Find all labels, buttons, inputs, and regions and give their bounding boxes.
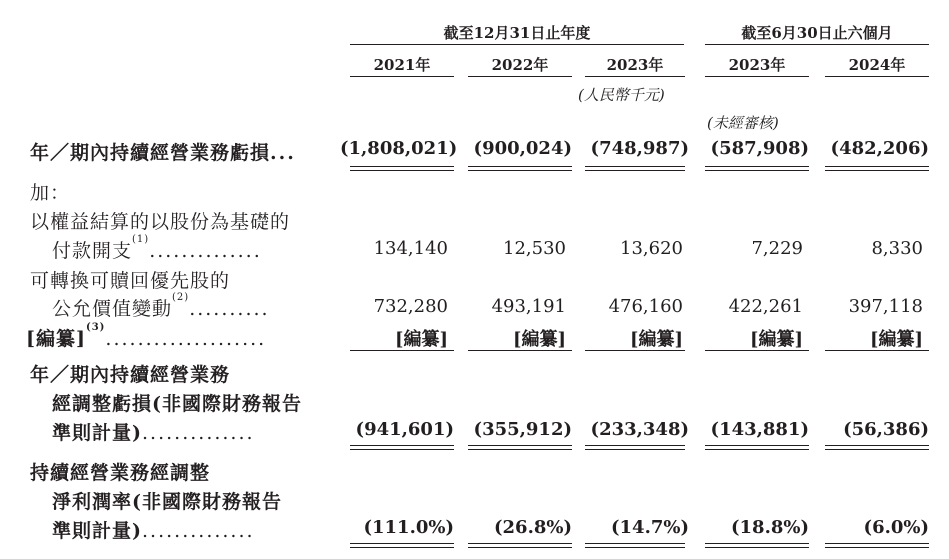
rule (350, 350, 454, 351)
double-rule (350, 170, 454, 171)
row-label-adj-margin-line1: 持續經營業務經調整 (30, 462, 211, 484)
double-rule (468, 449, 572, 450)
cell: 134,140 (373, 238, 448, 259)
cell: 12,530 (503, 238, 566, 259)
double-rule (350, 547, 454, 548)
row-label-adj-loss-line2: 經調整虧損(非國際財務報告 (52, 393, 302, 415)
year-2021: 2021年 (373, 56, 431, 74)
double-rule (705, 547, 809, 548)
cell: (26.8%) (494, 517, 572, 538)
row-label-sbc-line1: 以權益結算的以股份為基礎的 (30, 211, 291, 233)
rule (825, 76, 929, 77)
double-rule (468, 166, 572, 167)
double-rule (585, 170, 685, 171)
double-rule (705, 543, 809, 544)
double-rule (825, 445, 929, 446)
double-rule (350, 166, 454, 167)
cell: 476,160 (608, 296, 683, 317)
double-rule (705, 170, 809, 171)
cell: [編纂] (869, 329, 923, 350)
rule (585, 350, 685, 351)
cell: [編纂] (512, 329, 566, 350)
cell: (6.0%) (863, 517, 929, 538)
cell: [編纂] (749, 329, 803, 350)
double-rule (825, 170, 929, 171)
double-rule (350, 445, 454, 446)
double-rule (825, 166, 929, 167)
cell: (941,601) (355, 419, 454, 440)
unaudited-note: (未經審核) (707, 114, 779, 132)
row-label-fv-line2: 公允價值變動$^{(2)}$.......... (52, 292, 270, 320)
double-rule (468, 445, 572, 446)
header-full-year: 截至12月31日止年度 (443, 24, 591, 42)
header-six-months: 截至6月30日止六個月 (741, 24, 893, 42)
rule (468, 350, 572, 351)
row-label-adj-margin-line2: 淨利潤率(非國際財務報告 (52, 491, 282, 513)
cell: (111.0%) (363, 517, 454, 538)
double-rule (585, 449, 685, 450)
double-rule (825, 449, 929, 450)
cell: (233,348) (590, 419, 689, 440)
currency-note: (人民幣千元) (578, 86, 665, 104)
cell: 493,191 (491, 296, 566, 317)
double-rule (468, 170, 572, 171)
double-rule (705, 445, 809, 446)
double-rule (705, 449, 809, 450)
year-2023-interim: 2023年 (728, 56, 786, 74)
double-rule (705, 166, 809, 167)
double-rule (585, 166, 685, 167)
cell: 422,261 (728, 296, 803, 317)
row-label-add: 加： (30, 182, 71, 204)
year-2022: 2022年 (491, 56, 549, 74)
cell: (587,908) (710, 138, 809, 159)
cell: (482,206) (830, 138, 929, 159)
cell: 8,330 (871, 238, 923, 259)
cell: (56,386) (843, 419, 929, 440)
rule (585, 76, 685, 77)
row-label-adj-loss-line3: 準則計量).............. (52, 422, 255, 444)
row-label-fv-line1: 可轉換可贖回優先股的 (30, 270, 231, 292)
cell: [編纂] (394, 329, 448, 350)
row-label-adj-loss-line1: 年／期內持續經營業務 (30, 364, 231, 386)
double-rule (350, 543, 454, 544)
double-rule (585, 445, 685, 446)
cell: 13,620 (620, 238, 683, 259)
double-rule (468, 543, 572, 544)
cell: (18.8%) (731, 517, 809, 538)
year-2024-interim: 2024年 (848, 56, 906, 74)
row-label-redacted: [編纂]$^{(3)}$.................... (26, 322, 267, 350)
double-rule (350, 449, 454, 450)
header-rule-six-months (705, 44, 929, 45)
cell: 7,229 (751, 238, 803, 259)
row-label-loss: 年／期內持續經營業務虧損... (30, 142, 296, 164)
cell: (900,024) (473, 138, 572, 159)
rule (705, 350, 809, 351)
cell: 732,280 (373, 296, 448, 317)
cell: (748,987) (590, 138, 689, 159)
rule (825, 350, 929, 351)
double-rule (468, 547, 572, 548)
cell: (143,881) (710, 419, 809, 440)
rule (468, 76, 572, 77)
cell: (14.7%) (611, 517, 689, 538)
year-2023: 2023年 (606, 56, 664, 74)
double-rule (825, 543, 929, 544)
double-rule (585, 543, 685, 544)
cell: (1,808,021) (340, 138, 458, 159)
cell: 397,118 (848, 296, 923, 317)
row-label-sbc-line2: 付款開支$^{(1)}$.............. (52, 234, 262, 262)
cell: [編纂] (629, 329, 683, 350)
cell: (355,912) (473, 419, 572, 440)
row-label-adj-margin-line3: 準則計量).............. (52, 520, 255, 542)
double-rule (825, 547, 929, 548)
header-rule-full-year (350, 44, 684, 45)
rule (705, 76, 809, 77)
rule (350, 76, 454, 77)
double-rule (585, 547, 685, 548)
